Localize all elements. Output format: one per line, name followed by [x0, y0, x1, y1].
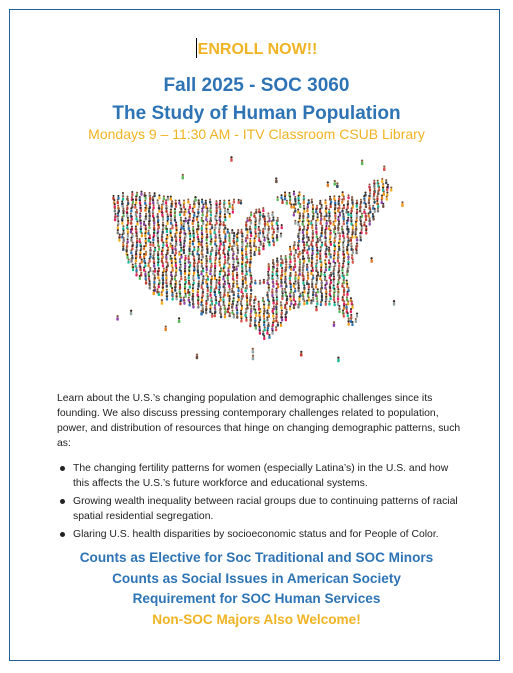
course-description: Learn about the U.S.’s changing population and demographic challenges since its founding. We also discuss pressing contemporary challenges related to population, power, and distribution of resources that hinge on changing demographic patterns, such as: — [57, 393, 461, 449]
credit-info — [0, 548, 513, 630]
bullet-icon — [60, 532, 65, 537]
topic-text: The changing fertility patterns for women (especially Latina’s) in the U.S. and how this affects the U.S.’s future workforce and educational systems. — [73, 463, 449, 489]
elective-line: Counts as Elective for Soc Traditional and SOC Minors — [79, 550, 434, 565]
social-issues-line: Counts as Social Issues in American Society — [112, 570, 401, 586]
bullet-icon — [60, 466, 65, 471]
enroll-heading — [0, 38, 513, 59]
topic-list — [57, 461, 465, 545]
topic-item — [57, 461, 465, 491]
requirement-line: Requirement for SOC Human Services — [132, 591, 381, 606]
enroll-text: ENROLL NOW!! — [197, 41, 318, 58]
bullet-icon — [60, 499, 65, 504]
text-cursor — [196, 38, 197, 58]
course-title — [0, 72, 513, 128]
topic-text: Growing wealth inequality between racial groups due to continuing patterns of racial spatial residential segregation. — [73, 496, 458, 522]
topic-item — [57, 494, 465, 524]
schedule-line: Mondays 9 – 11:30 AM - ITV Classroom CSUB Library — [88, 126, 425, 142]
course-code: Fall 2025 - SOC 3060 — [163, 75, 350, 96]
course-name: The Study of Human Population — [112, 103, 401, 124]
topic-text: Glaring U.S. health disparities by socioeconomic status and for People of Color. — [73, 529, 439, 540]
topic-item — [57, 527, 465, 542]
welcome-line: Non-SOC Majors Also Welcome! — [152, 611, 361, 627]
crowd-map-image — [102, 152, 412, 377]
